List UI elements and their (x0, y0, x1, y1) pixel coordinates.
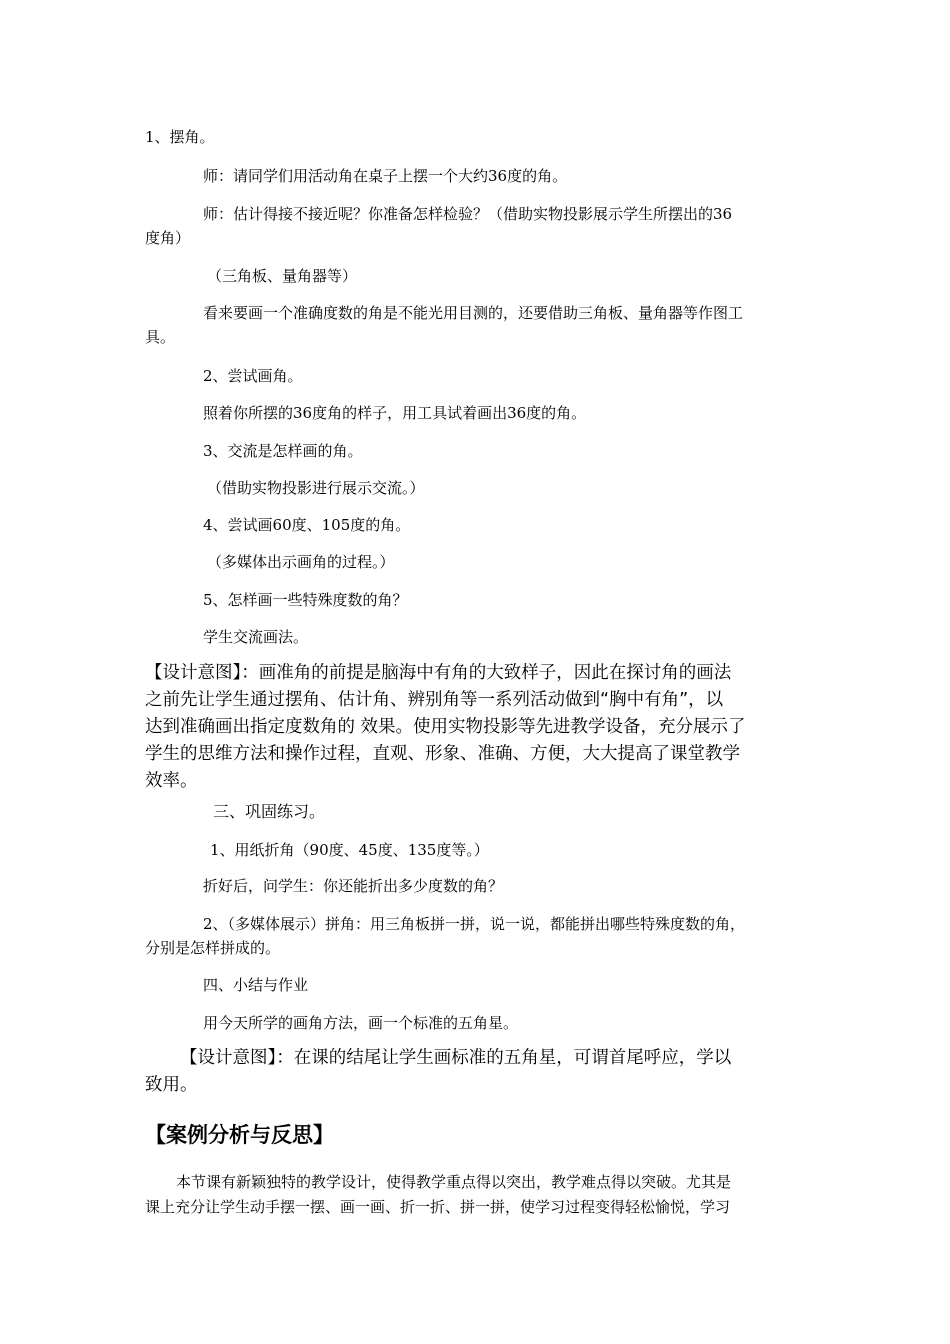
section-title: 三、巩固练习。 (213, 802, 326, 821)
text-line: 师：估计得接不接近呢？你准备怎样检验？（借助实物投影展示学生所摆出的36 (203, 205, 733, 223)
text-line: 本节课有新颖独特的教学设计，使得教学重点得以突出，教学难点得以突破。尤其是 (176, 1173, 732, 1191)
text-line: 4、尝试画60度、105度的角。 (203, 516, 411, 534)
text-line: 1、用纸折角（90度、45度、135度等。） (210, 841, 489, 859)
text-line: （三角板、量角器等） (207, 267, 358, 285)
section-title: 四、小结与作业 (203, 976, 309, 994)
text-line: 学生交流画法。 (203, 628, 309, 646)
design-intent-line: 达到准确画出指定度数角的 效果。使用实物投影等先进教学设备，充分展示了 (145, 717, 746, 737)
design-intent-line: 学生的思维方法和操作过程，直观、形象、准确、方便，大大提高了课堂教学 (145, 744, 740, 764)
design-intent-line: 【设计意图】：在课的结尾让学生画标准的五角星，可谓首尾呼应，学以 (180, 1048, 732, 1068)
text-line: 分别是怎样拼成的。 (145, 939, 281, 957)
text-line: 1、摆角。 (145, 128, 215, 146)
design-intent-line: 效率。 (145, 771, 198, 791)
text-line: 3、交流是怎样画的角。 (203, 442, 363, 460)
text-line: 看来要画一个准确度数的角是不能光用目测的，还要借助三角板、量角器等作图工 (203, 304, 744, 322)
text-line: （多媒体出示画角的过程。） (207, 553, 395, 571)
text-line: 2、（多媒体展示）拼角：用三角板拼一拼，说一说，都能拼出哪些特殊度数的角， (203, 915, 746, 933)
text-line: 具。 (145, 328, 176, 346)
design-intent-line: 致用。 (145, 1075, 198, 1095)
text-line: 5、怎样画一些特殊度数的角？ (203, 591, 408, 609)
design-intent-line: 【设计意图】：画准角的前提是脑海中有角的大致样子，因此在探讨角的画法 (145, 663, 732, 683)
text-line: 用今天所学的画角方法，画一个标准的五角星。 (203, 1014, 519, 1032)
design-intent-line: 之前先让学生通过摆角、估计角、辨别角等一系列活动做到“胸中有角”，以 (145, 690, 724, 710)
section-heading: 【案例分析与反思】 (145, 1123, 334, 1147)
text-line: 2、尝试画角。 (203, 367, 303, 385)
text-line: （借助实物投影进行展示交流。） (207, 479, 425, 497)
text-line: 师：请同学们用活动角在桌子上摆一个大约36度的角。 (203, 167, 568, 185)
text-line: 课上充分让学生动手摆一摆、画一画、折一折、拼一拼，使学习过程变得轻松愉悦，学习 (145, 1198, 731, 1216)
text-line: 照着你所摆的36度角的样子，用工具试着画出36度的角。 (203, 404, 587, 422)
text-line: 折好后，问学生：你还能折出多少度数的角？ (203, 877, 504, 895)
text-line: 度角） (145, 229, 191, 247)
